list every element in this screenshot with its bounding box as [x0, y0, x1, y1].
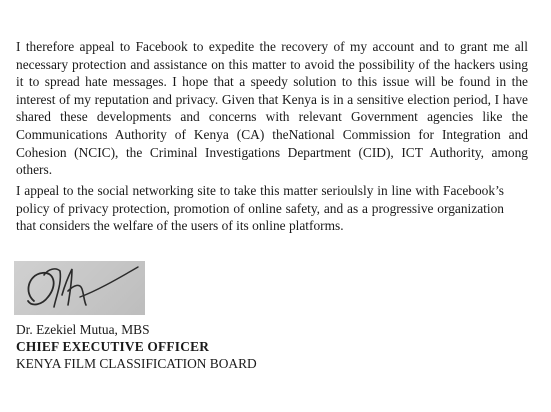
signatory-name: Dr. Ezekiel Mutua, MBS	[16, 322, 150, 337]
signatory-title: CHIEF EXECUTIVE OFFICER	[16, 339, 210, 354]
appeal-paragraph: I therefore appeal to Facebook to expedite the recovery of my account and to grant me all necessary protection and assistance on this matter to avoid the possibility of the hackers using it to spread hate messages. I hope that a speedy solution to this issue will be found in the interest of my reputation and privacy. Given that Kenya is in a sensitive election period, I have shared these developments and concerns with relevant Government agencies like the Communications Authority of Kenya (CA) theNational Commission for Integration and Cohesion (NCIC), the Criminal Investigations Department (CID), ICT Authority, among others.	[16, 39, 528, 178]
signatory-organization: KENYA FILM CLASSIFICATION BOARD	[16, 356, 257, 371]
signature-scribble	[14, 261, 145, 315]
signature-block	[16, 321, 257, 372]
policy-paragraph: I appeal to the social networking site to take this matter serioulsly in line with Facebook’s policy of privacy protection, promotion of online safety, and as a progressive organization that considers the welfare of the users of its online platforms.	[16, 183, 504, 234]
handwritten-signature	[14, 261, 145, 315]
